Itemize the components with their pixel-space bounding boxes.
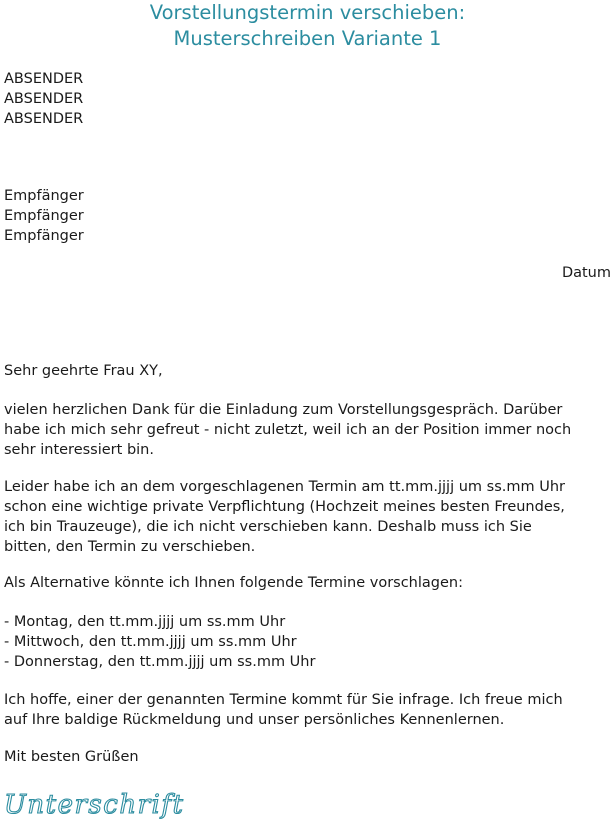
paragraph-line: auf Ihre baldige Rückmeldung und unser persönliches Kennenlernen.: [4, 712, 505, 728]
recipient-block: [4, 186, 615, 246]
paragraph-line: Leider habe ich an dem vorgeschlagenen Termin am tt.mm.jjjj um ss.mm Uhr: [4, 479, 565, 495]
alternatives-intro: Als Alternative könnte ich Ihnen folgende Termine vorschlagen:: [4, 575, 463, 591]
recipient-line: Empfänger: [4, 188, 84, 204]
date-field: Datum: [561, 265, 611, 281]
paragraph-line: ich bin Trauzeuge), die ich nicht verschieben kann. Deshalb muss ich Sie: [4, 519, 532, 535]
sender-line: ABSENDER: [4, 111, 84, 127]
sender-line: ABSENDER: [4, 71, 84, 87]
sender-block: [4, 69, 615, 129]
paragraph-thanks: [4, 400, 615, 460]
title-line-1: Vorstellungstermin verschieben:: [149, 1, 466, 24]
paragraph-closing: [4, 690, 615, 730]
paragraph-line: sehr interessiert bin.: [4, 442, 154, 458]
list-item: - Mittwoch, den tt.mm.jjjj um ss.mm Uhr: [4, 634, 297, 650]
recipient-line: Empfänger: [4, 208, 84, 224]
document-title: [0, 0, 615, 52]
title-line-2: Musterschreiben Variante 1: [173, 27, 442, 50]
paragraph-line: bitten, den Termin zu verschieben.: [4, 539, 256, 555]
paragraph-line: habe ich mich sehr gefreut - nicht zuletzt, weil ich an der Position immer noch: [4, 422, 572, 438]
recipient-line: Empfänger: [4, 228, 84, 244]
alternatives-list: [4, 612, 615, 672]
paragraph-line: schon eine wichtige private Verpflichtung (Hochzeit meines besten Freundes,: [4, 499, 565, 515]
list-item: - Donnerstag, den tt.mm.jjjj um ss.mm Uhr: [4, 654, 316, 670]
paragraph-line: Ich hoffe, einer der genannten Termine kommt für Sie infrage. Ich freue mich: [4, 692, 563, 708]
sender-line: ABSENDER: [4, 91, 84, 107]
salutation: Sehr geehrte Frau XY,: [4, 363, 163, 379]
list-item: - Montag, den tt.mm.jjjj um ss.mm Uhr: [4, 614, 286, 630]
paragraph-reason: [4, 477, 615, 557]
signature-text: Unterschrift: [4, 790, 185, 820]
regards: Mit besten Grüßen: [4, 749, 139, 765]
signature: [2, 787, 202, 821]
paragraph-line: vielen herzlichen Dank für die Einladung zum Vorstellungsgespräch. Darüber: [4, 402, 563, 418]
